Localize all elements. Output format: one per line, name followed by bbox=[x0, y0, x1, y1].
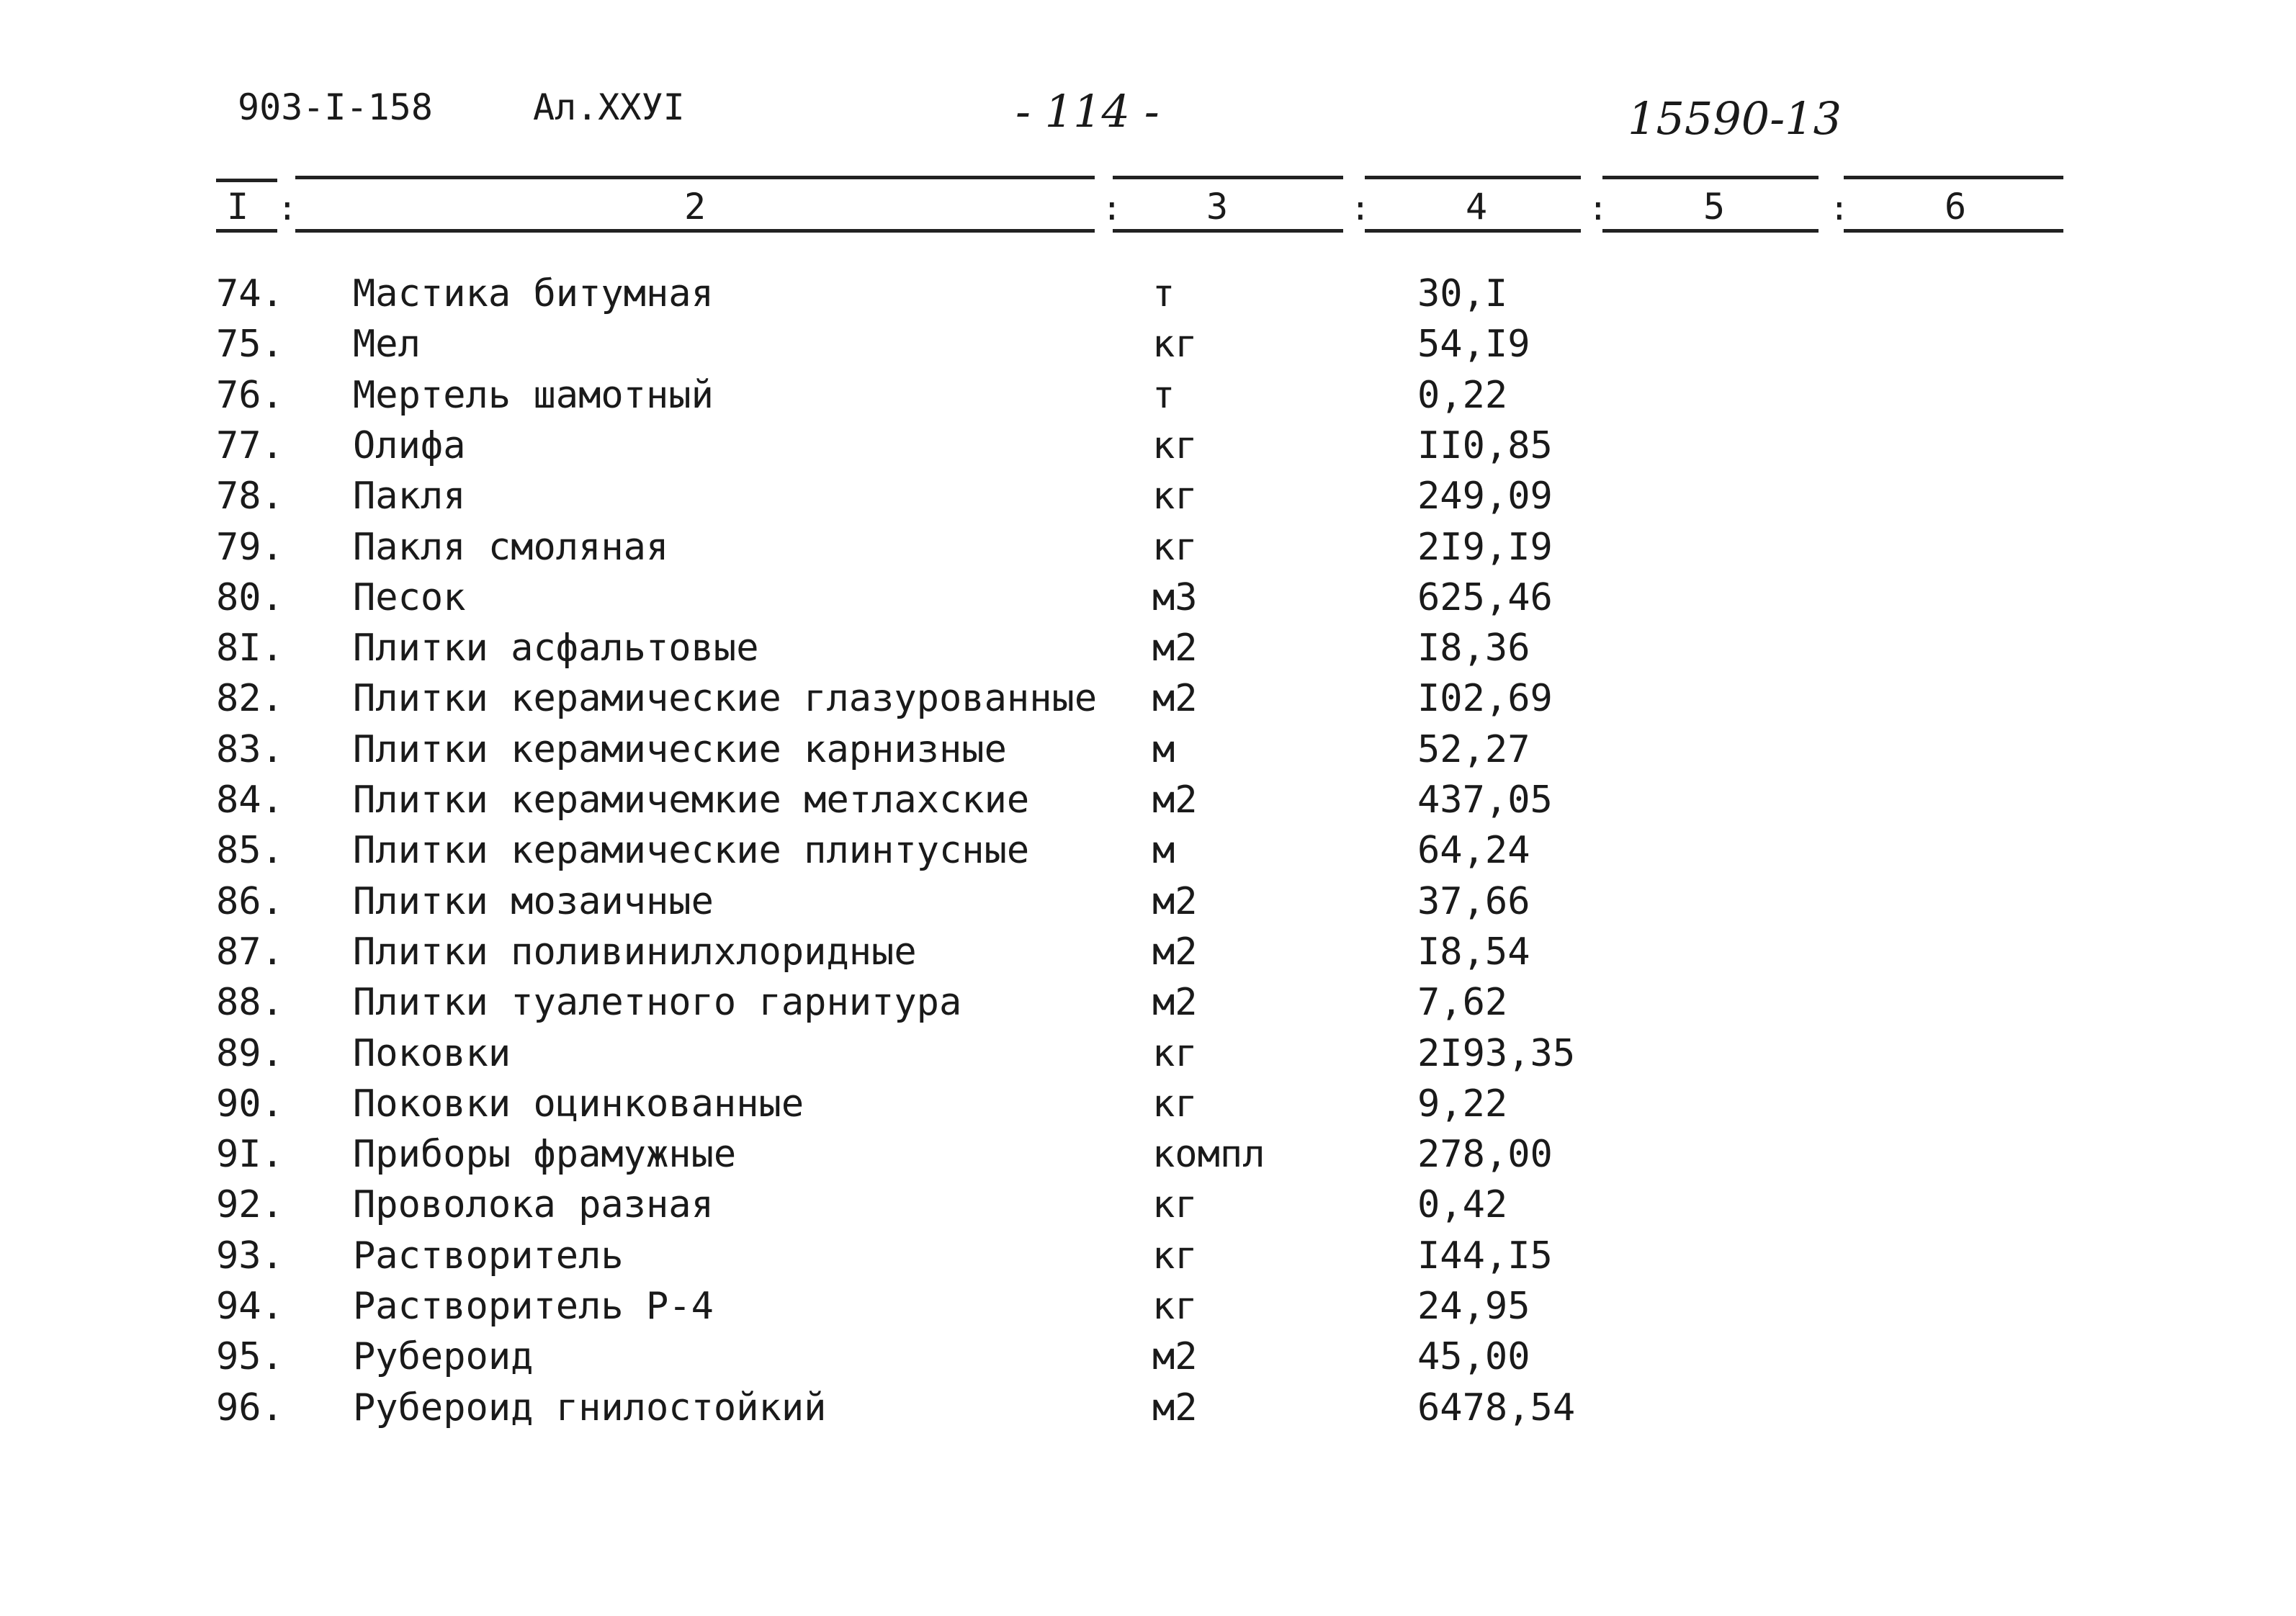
unit-of-measure: кг bbox=[1152, 323, 1198, 367]
material-name: Поковки bbox=[353, 1031, 511, 1075]
column-header-3: 3 bbox=[1206, 186, 1229, 228]
quantity: I8,54 bbox=[1417, 930, 1530, 974]
top-rule-2 bbox=[295, 176, 1095, 179]
table-row bbox=[0, 1335, 2296, 1386]
row-number: 86. bbox=[216, 879, 284, 923]
quantity: 625,46 bbox=[1417, 575, 1553, 619]
column-separator: : bbox=[277, 189, 297, 228]
row-number: 9I. bbox=[216, 1133, 284, 1177]
top-rule-6 bbox=[1844, 176, 2063, 179]
row-number: 82. bbox=[216, 677, 284, 721]
row-number: 87. bbox=[216, 930, 284, 974]
material-name: Плитки поливинилхлоридные bbox=[353, 930, 917, 974]
table-row bbox=[0, 1183, 2296, 1234]
table-row bbox=[0, 576, 2296, 627]
unit-of-measure: кг bbox=[1152, 1285, 1198, 1328]
row-number: 75. bbox=[216, 323, 284, 367]
quantity: 0,22 bbox=[1417, 373, 1508, 417]
row-number: 93. bbox=[216, 1234, 284, 1278]
quantity: 278,00 bbox=[1417, 1133, 1553, 1177]
unit-of-measure: т bbox=[1152, 373, 1175, 417]
row-number: 80. bbox=[216, 575, 284, 619]
quantity: 2I93,35 bbox=[1417, 1031, 1576, 1075]
unit-of-measure: м bbox=[1152, 727, 1175, 771]
column-header-5: 5 bbox=[1703, 186, 1726, 228]
column-header-4: 4 bbox=[1465, 186, 1488, 228]
material-name: Плитки керамичемкие метлахские bbox=[353, 778, 1030, 822]
table-row bbox=[0, 1234, 2296, 1285]
unit-of-measure: м3 bbox=[1152, 575, 1198, 619]
table-row bbox=[0, 627, 2296, 677]
unit-of-measure: м2 bbox=[1152, 930, 1198, 974]
material-name: Плитки керамические карнизные bbox=[353, 727, 1007, 771]
row-number: 94. bbox=[216, 1285, 284, 1328]
table-row bbox=[0, 930, 2296, 981]
album-number: Ал.XXУI bbox=[533, 86, 685, 128]
column-header-6: 6 bbox=[1944, 186, 1967, 228]
unit-of-measure: кг bbox=[1152, 1031, 1198, 1075]
column-header-1: I bbox=[226, 186, 249, 228]
table-row bbox=[0, 323, 2296, 373]
page-number: - 114 - bbox=[1015, 85, 1160, 138]
table-row bbox=[0, 1082, 2296, 1133]
column-separator: : bbox=[1588, 189, 1608, 228]
material-name: Плитки мозаичные bbox=[353, 879, 714, 923]
quantity: 37,66 bbox=[1417, 879, 1530, 923]
material-name: Плитки керамические глазурованные bbox=[353, 677, 1098, 721]
row-number: 96. bbox=[216, 1386, 284, 1429]
quantity: 6478,54 bbox=[1417, 1386, 1576, 1429]
unit-of-measure: т bbox=[1152, 272, 1175, 315]
quantity: 437,05 bbox=[1417, 778, 1553, 822]
table-row bbox=[0, 424, 2296, 475]
material-name: Мел bbox=[353, 323, 421, 367]
unit-of-measure: компл bbox=[1152, 1133, 1265, 1177]
table-row bbox=[0, 1386, 2296, 1437]
column-header-2: 2 bbox=[683, 186, 707, 228]
table-row bbox=[0, 677, 2296, 727]
table-row bbox=[0, 475, 2296, 525]
column-separator: : bbox=[1350, 189, 1371, 228]
material-name: Растворитель bbox=[353, 1234, 624, 1278]
column-separator: : bbox=[1829, 189, 1849, 228]
unit-of-measure: м2 bbox=[1152, 1386, 1198, 1429]
material-name: Приборы фрамужные bbox=[353, 1133, 737, 1177]
table-row bbox=[0, 981, 2296, 1031]
unit-of-measure: м2 bbox=[1152, 627, 1198, 670]
unit-of-measure: кг bbox=[1152, 1082, 1198, 1126]
material-name: Плитки туалетного гарнитура bbox=[353, 981, 962, 1025]
row-number: 83. bbox=[216, 727, 284, 771]
document-code: 903-I-158 bbox=[238, 86, 433, 128]
row-number: 8I. bbox=[216, 627, 284, 670]
unit-of-measure: кг bbox=[1152, 475, 1198, 519]
unit-of-measure: кг bbox=[1152, 423, 1198, 467]
quantity: I44,I5 bbox=[1417, 1234, 1553, 1278]
row-number: 89. bbox=[216, 1031, 284, 1075]
row-number: 78. bbox=[216, 475, 284, 519]
quantity: 2I9,I9 bbox=[1417, 525, 1553, 569]
material-name: Рубероид гнилостойкий bbox=[353, 1386, 827, 1429]
material-name: Мертель шамотный bbox=[353, 373, 714, 417]
column-separator: : bbox=[1102, 189, 1122, 228]
material-name: Поковки оцинкованные bbox=[353, 1082, 804, 1126]
bottom-rule-4 bbox=[1365, 229, 1581, 233]
bottom-rule-2 bbox=[295, 229, 1095, 233]
top-rule-4 bbox=[1365, 176, 1581, 179]
quantity: 249,09 bbox=[1417, 475, 1553, 519]
bottom-rule-1 bbox=[216, 229, 277, 233]
material-name: Рубероид bbox=[353, 1335, 534, 1379]
row-number: 74. bbox=[216, 272, 284, 315]
quantity: 0,42 bbox=[1417, 1183, 1508, 1227]
top-rule-5 bbox=[1602, 176, 1819, 179]
material-name: Пакля bbox=[353, 475, 466, 519]
archive-number: 15590-13 bbox=[1628, 92, 1842, 145]
top-rule-1 bbox=[216, 179, 277, 182]
unit-of-measure: кг bbox=[1152, 1183, 1198, 1227]
bottom-rule-5 bbox=[1602, 229, 1819, 233]
table-row bbox=[0, 829, 2296, 879]
unit-of-measure: м2 bbox=[1152, 677, 1198, 721]
unit-of-measure: м2 bbox=[1152, 1335, 1198, 1379]
material-name: Пакля смоляная bbox=[353, 525, 669, 569]
top-rule-3 bbox=[1113, 176, 1343, 179]
row-number: 92. bbox=[216, 1183, 284, 1227]
bottom-rule-3 bbox=[1113, 229, 1343, 233]
quantity: 64,24 bbox=[1417, 829, 1530, 873]
material-name: Растворитель Р-4 bbox=[353, 1285, 714, 1328]
row-number: 84. bbox=[216, 778, 284, 822]
quantity: 24,95 bbox=[1417, 1285, 1530, 1328]
unit-of-measure: кг bbox=[1152, 525, 1198, 569]
quantity: II0,85 bbox=[1417, 423, 1553, 467]
row-number: 88. bbox=[216, 981, 284, 1025]
unit-of-measure: м bbox=[1152, 829, 1175, 873]
table-row bbox=[0, 880, 2296, 930]
row-number: 79. bbox=[216, 525, 284, 569]
material-name: Олифа bbox=[353, 423, 466, 467]
table-row bbox=[0, 272, 2296, 323]
quantity: I02,69 bbox=[1417, 677, 1553, 721]
table-row bbox=[0, 374, 2296, 424]
row-number: 95. bbox=[216, 1335, 284, 1379]
quantity: I8,36 bbox=[1417, 627, 1530, 670]
row-number: 85. bbox=[216, 829, 284, 873]
material-name: Песок bbox=[353, 575, 466, 619]
bottom-rule-6 bbox=[1844, 229, 2063, 233]
table-row bbox=[0, 1285, 2296, 1335]
quantity: 52,27 bbox=[1417, 727, 1530, 771]
material-name: Мастика битумная bbox=[353, 272, 714, 315]
unit-of-measure: м2 bbox=[1152, 778, 1198, 822]
table-row bbox=[0, 778, 2296, 829]
unit-of-measure: кг bbox=[1152, 1234, 1198, 1278]
table-row bbox=[0, 728, 2296, 778]
quantity: 7,62 bbox=[1417, 981, 1508, 1025]
unit-of-measure: м2 bbox=[1152, 879, 1198, 923]
table-row bbox=[0, 1133, 2296, 1183]
row-number: 77. bbox=[216, 423, 284, 467]
unit-of-measure: м2 bbox=[1152, 981, 1198, 1025]
quantity: 45,00 bbox=[1417, 1335, 1530, 1379]
material-name: Проволока разная bbox=[353, 1183, 714, 1227]
material-name: Плитки керамические плинтусные bbox=[353, 829, 1030, 873]
row-number: 90. bbox=[216, 1082, 284, 1126]
table-row bbox=[0, 526, 2296, 576]
quantity: 9,22 bbox=[1417, 1082, 1508, 1126]
quantity: 54,I9 bbox=[1417, 323, 1530, 367]
quantity: 30,I bbox=[1417, 272, 1508, 315]
table-row bbox=[0, 1032, 2296, 1082]
row-number: 76. bbox=[216, 373, 284, 417]
material-name: Плитки асфальтовые bbox=[353, 627, 759, 670]
